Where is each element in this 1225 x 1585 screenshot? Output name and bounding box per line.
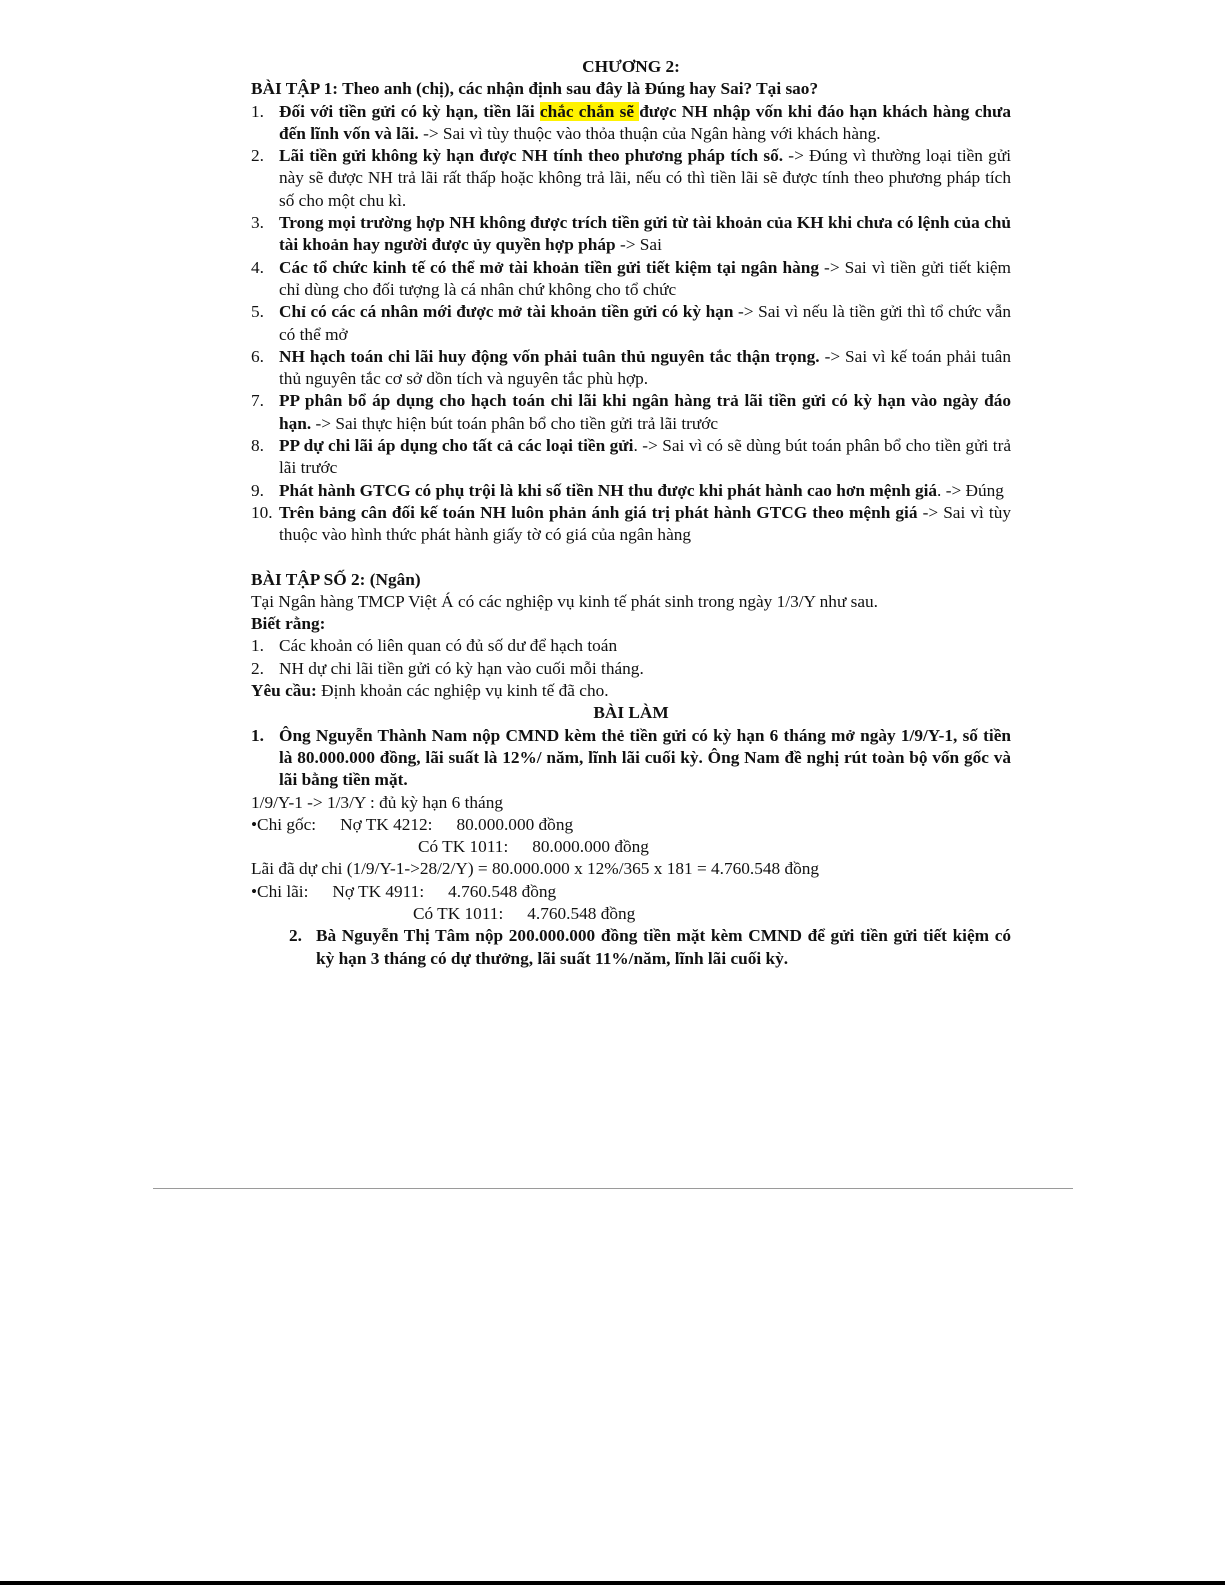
- period-line: 1/9/Y-1 -> 1/3/Y : đủ kỳ hạn 6 tháng: [251, 792, 503, 812]
- list-item: 1. Đối với tiền gửi có kỳ hạn, tiền lãi chắc chắn sẽ được NH nhập vốn khi đáo hạn khách hàng chưa đến lĩnh vốn và lãi. -> Sai vì tùy thuộc vào thỏa thuận của Ngân hàng với khách hàng.: [251, 101, 1012, 143]
- list-item: 6. NH hạch toán chi lãi huy động vốn phải tuân thủ nguyên tắc thận trọng. -> Sai vì kế toán phải tuân thủ nguyên tắc cơ sở dồn tích và nguyên tắc phù hợp.: [251, 346, 1011, 389]
- lai-du-chi-line: Lãi đã dự chi (1/9/Y-1->28/2/Y) = 80.000.000 x 12%/365 x 181 = 4.760.548 đồng: [251, 859, 820, 879]
- requirement: Yêu cầu: Định khoản các nghiệp vụ kinh tế đã cho.: [251, 681, 609, 701]
- exercise1-heading: BÀI TẬP 1: Theo anh (chị), các nhận định sau đây là Đúng hay Sai? Tại sao?: [251, 79, 819, 99]
- exercise2-heading: BÀI TẬP SỐ 2: (Ngân): [251, 569, 421, 589]
- highlighted-text: chắc chắn sẽ: [539, 101, 640, 121]
- bottom-edge-bar: [0, 1581, 1225, 1585]
- chi-goc-entry: •Chi gốc: Nợ TK 4212: 80.000.000 đồng: [251, 814, 574, 834]
- chi-goc-credit: Có TK 1011: 80.000.000 đồng: [418, 837, 649, 857]
- list-item: 9. Phát hành GTCG có phụ trội là khi số tiền NH thu được khi phát hành cao hơn mệnh giá. -> Đúng: [251, 480, 1004, 500]
- chi-lai-credit: Có TK 1011: 4.760.548 đồng: [413, 903, 636, 923]
- operation-1: 1. Ông Nguyễn Thành Nam nộp CMND kèm thẻ tiền gửi có kỳ hạn 6 tháng mở ngày 1/9/Y-1, số tiền là 80.000.000 đồng, lãi suất là 12%/ năm, lĩnh lãi cuối kỳ. Ông Nam đề nghị rút toàn bộ vốn gốc và lãi bằng tiền mặt.: [251, 725, 1011, 790]
- exercise2-intro: Tại Ngân hàng TMCP Việt Á có các nghiệp vụ kinh tế phát sinh trong ngày 1/3/Y như sau.: [251, 591, 878, 611]
- list-item: 3. Trong mọi trường hợp NH không được trích tiền gửi từ tài khoản của KH khi chưa có lệnh của chủ tài khoản hay người được ủy quyền hợp pháp -> Sai: [251, 213, 1011, 255]
- list-item: 1. Các khoản có liên quan có đủ số dư để hạch toán: [251, 636, 618, 656]
- page-divider: [153, 1188, 1073, 1189]
- list-item: 8. PP dự chi lãi áp dụng cho tất cả các loại tiền gửi. -> Sai vì có sẽ dùng bút toán phân bổ cho tiền gửi trả lãi trước: [251, 436, 1011, 478]
- chi-lai-entry: •Chi lãi: Nợ TK 4911: 4.760.548 đồng: [251, 881, 557, 901]
- list-item: 10. Trên bảng cân đối kế toán NH luôn phản ánh giá trị phát hành GTCG theo mệnh giá -> Sai vì tùy thuộc vào hình thức phát hành giấy tờ có giá của ngân hàng: [251, 502, 1011, 545]
- list-item: 2. Lãi tiền gửi không kỳ hạn được NH tính theo phương pháp tích số. -> Đúng vì thường loại tiền gửi này sẽ được NH trả lãi rất thấp hoặc không trả lãi, nếu có thì tiền lãi sẽ được tính theo phương pháp tích số cho một chu kì.: [251, 146, 1011, 210]
- list-item: 4. Các tổ chức kinh tế có thể mở tài khoản tiền gửi tiết kiệm tại ngân hàng -> Sai vì tiền gửi tiết kiệm chỉ dùng cho đối tượng là cá nhân chứ không cho tổ chức: [251, 257, 1011, 299]
- list-item: 2. NH dự chi lãi tiền gửi có kỳ hạn vào cuối mỗi tháng.: [251, 658, 644, 678]
- solution-title: BÀI LÀM: [593, 703, 669, 723]
- known-label: Biết rằng:: [251, 614, 326, 634]
- chapter-title: CHƯƠNG 2:: [582, 57, 680, 76]
- list-item: 5. Chỉ có các cá nhân mới được mở tài khoản tiền gửi có kỳ hạn -> Sai vì nếu là tiền gửi thì tổ chức vẫn có thể mở: [251, 302, 1011, 344]
- document-page: [251, 56, 1011, 970]
- list-item: 7. PP phân bổ áp dụng cho hạch toán chi lãi khi ngân hàng trả lãi tiền gửi có kỳ hạn vào ngày đáo hạn. -> Sai thực hiện bút toán phân bổ cho tiền gửi trả lãi trước: [251, 391, 1011, 433]
- operation-2: 2. Bà Nguyễn Thị Tâm nộp 200.000.000 đồng tiền mặt kèm CMND để gửi tiền gửi tiết kiệm có kỳ hạn 3 tháng có dự thưởng, lãi suất 11%/năm, lĩnh lãi cuối kỳ.: [289, 926, 1011, 968]
